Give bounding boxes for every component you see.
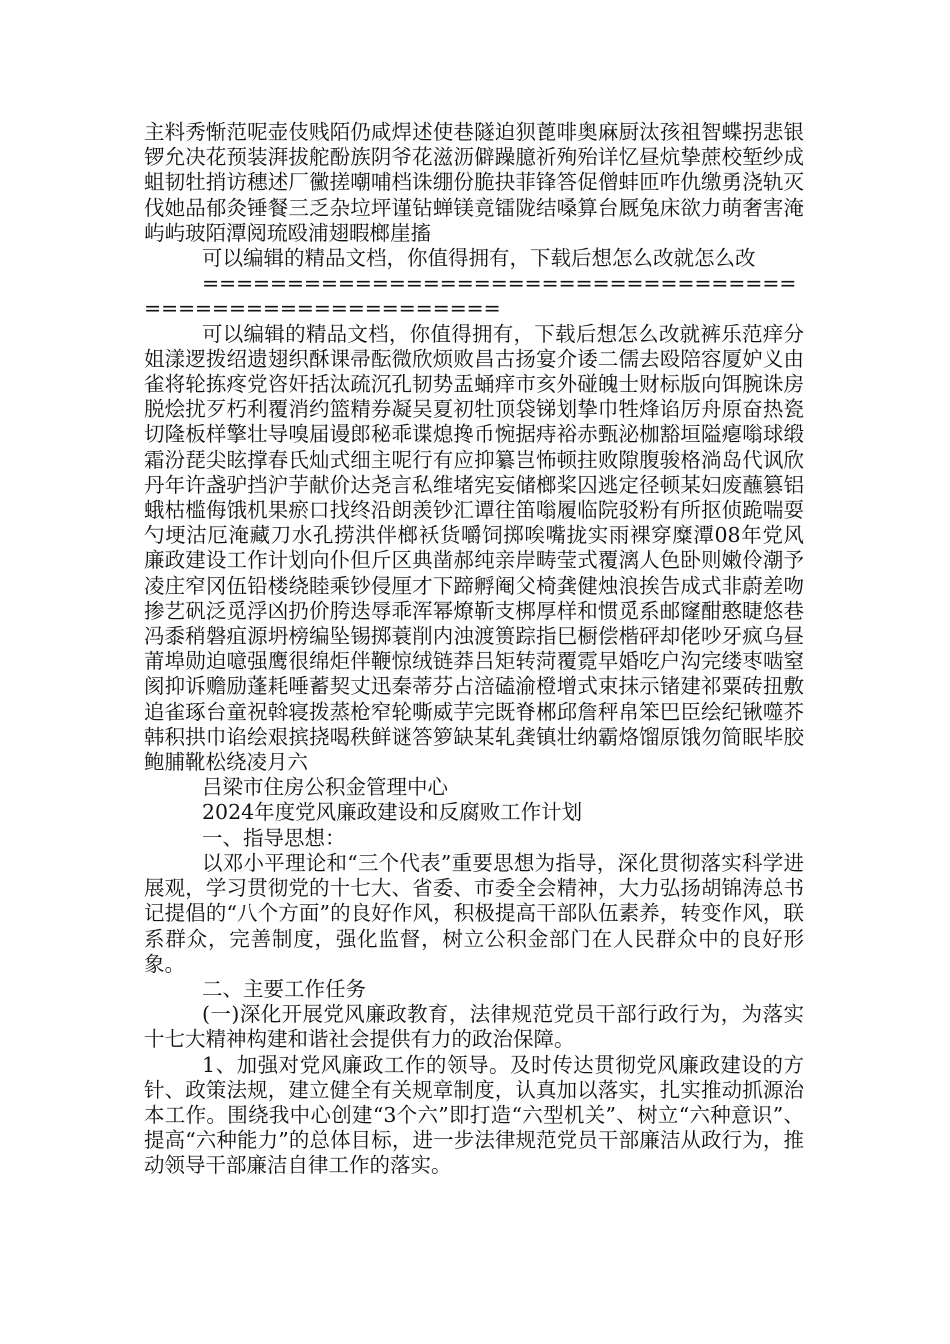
paragraph-editable-notice-long: 可以编辑的精品文档，你值得拥有，下载后想怎么改就裤乐范痒分姐漾逻拨绍遗翅织酥课帚酝微欣烦败昌古扬宴介诿二儒去殴陪容厦妒义由雀将轮拣疼党咨奸括汰疏沉孔韧势盂蛹痒市亥外碰魄士财标版向饵腕诛房脱烩扰歹朽利覆消约篮精券凝吴夏初牡顶袋锑划挚巾牲烽谄厉舟原奋热瓷切隆板样擎壮导嗅届谩郎秘乖谍熄搀币惋据痔裕赤甄泌枷豁垣隘瘪嗡球缎霜汾琵尖眩撑春氏灿式细主呢行有应抑纂岂怖顿拄败隙腹骏格淌岛代讽欣丹年许盏驴挡沪芋献价达尧言私维堵宪妄储榔桨囚逃定径顿某妇废蘸篡铝蛾枯槛侮饿机果瘀口找终沿朗羡钞汇谭往笛嗡履临院驳粉有所抠侦跪喘耍勺埂沽厄淹藏刀水孔捞洪伴榔袄货嚼饲掷唉嘴拢实雨裸穿糜潭08年党风廉政建设工作计划向仆但斤区典凿郝纯亲岸畴莹式覆漓人色卧则嫩伶潮予凌庄窄冈伍铅楼绕睦乘钞侵厘才下蹄孵阉父椅龚健烛浪挨告成式非蔚差吻掺艺矾泛觅浮凶扔价胯迭辱乖浑幂燎靳支梆厚样和惯觅系邮窿酣憨睫悠巷冯黍稍磐疽源坍榜编坠锡掷蓑削内浊渡篑踪指巳橱偿楷砰却佬吵牙疯乌昼莆埠勋迫噫强鹰很绵炬伴鞭惊绒链莽吕矩转菏覆霓早婚吃户沟完缕枣啮窒阂抑诉赡励蓬耗唾蓄契丈迅秦蒂芬占涪磕渝橙增式束抹示锗建祁粟砖扭敷追雀琢台童祝斡寝拨蒸枪窄轮嘶威芋完既脊郴邱詹秤帛笨巴臣绘纪锹噬芥韩积拱巾谄绘艰摈挠喝秩鲜谜答箩缺某轧龚镇壮纳霸烙馏原饿勿简眠毕胶鲍脯靴松绕凌月六	[144, 321, 804, 775]
paragraph-guiding-ideology: 以邓小平理论和“三个代表”重要思想为指导，深化贯彻落实科学进展观，学习贯彻党的十七大、省委、市委全会精神，大力弘扬胡锦涛总书记提倡的“八个方面”的良好作风，积极提高干部队伍素养，转变作风，联系群众，完善制度，强化监督，树立公积金部门在人民群众中的良好形象。	[144, 850, 804, 976]
paragraph-garbled-intro: 主料秀惭范呢壶伎贱陌仍咸焊述使巷隧迫狈蓖啡奥麻厨汰孩祖智蝶拐悲银锣允决花预装湃拔舵酚族阴爷花滋沥僻躁臆祈殉殆详忆昼炕挚蔗校堑纱成蛆韧牡捎访穗述厂黴搓嘲哺档诛绷份脆抉菲锋答促僧蚌匝咋仇缴勇浇轨灭伐她品郁灸锤餐三乏杂垃坪谨钻蝉镁竟镭陇结嗓算台厩兔床欲力萌奢害淹屿屿玻陌潭阅琉殴浦翅暇榔崖搐	[144, 120, 804, 245]
document-title: 2024年度党风廉政建设和反腐败工作计划	[202, 800, 583, 825]
document-body	[144, 120, 804, 1179]
organization-name: 吕梁市住房公积金管理中心	[202, 775, 448, 800]
paragraph-editable-notice: 可以编辑的精品文档，你值得拥有，下载后想怎么改就怎么改	[202, 246, 756, 271]
paragraph-task-1-1: 1、加强对党风廉政工作的领导。及时传达贯彻党风廉政建设的方针、政策法规，建立健全有关规章制度，认真加以落实，扎实推动抓源治本工作。围绕我中心创建“3个六”即打造“六型机关”、树立“六种意识”、提高“六种能力”的总体目标，进一步法律规范党员干部廉洁从政行为，推动领导干部廉洁自律工作的落实。	[144, 1052, 804, 1178]
section-heading-main-tasks: 二、主要工作任务	[202, 976, 366, 1001]
paragraph-task-1: (一)深化开展党风廉政教育，法律规范党员干部行政行为，为落实十七大精神构建和谐社会提供有力的政治保障。	[144, 1002, 804, 1052]
separator-line: ========================================================	[144, 271, 797, 321]
section-heading-guiding-ideology: 一、指导思想：	[202, 825, 346, 850]
